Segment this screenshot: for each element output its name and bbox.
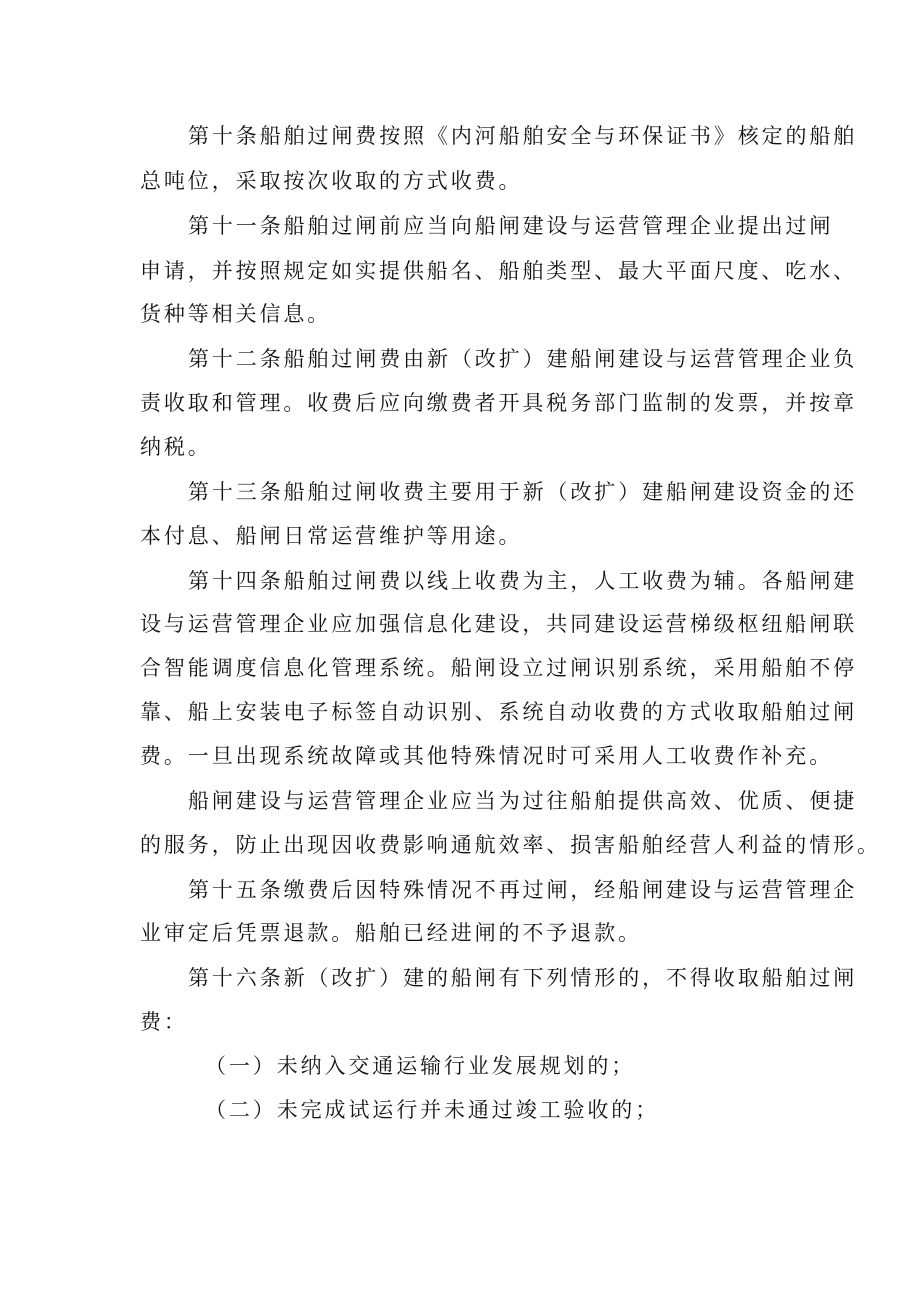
text-line: 船闸建设与运营管理企业应当为过往船舶提供高效、优质、便捷 bbox=[188, 789, 858, 813]
text-line: 本付息、船闸日常运营维护等用途。 bbox=[140, 524, 523, 548]
text-line: 第十三条船舶过闸收费主要用于新（改扩）建船闸建设资金的还 bbox=[188, 480, 858, 504]
text-line: 责收取和管理。收费后应向缴费者开具税务部门监制的发票，并按章 bbox=[140, 391, 857, 415]
text-line: 第十六条新（改扩）建的船闸有下列情形的，不得收取船舶过闸 bbox=[188, 966, 858, 990]
text-line: 第十条船舶过闸费按照《内河船舶安全与环保证书》核定的船舶 bbox=[188, 124, 858, 148]
text-line: 纳税。 bbox=[140, 435, 212, 459]
text-line: （一）未纳入交通运输行业发展规划的； bbox=[205, 1054, 636, 1078]
text-line: 业审定后凭票退款。船舶已经进闸的不予退款。 bbox=[140, 921, 642, 945]
text-line: 第十五条缴费后因特殊情况不再过闸，经船闸建设与运营管理企 bbox=[188, 878, 858, 902]
text-line: 费。一旦出现系统故障或其他特殊情况时可采用人工收费作补充。 bbox=[140, 744, 834, 768]
text-line: 总吨位，采取按次收取的方式收费。 bbox=[140, 169, 523, 193]
text-line: 第十一条船舶过闸前应当向船闸建设与运营管理企业提出过闸 bbox=[188, 214, 834, 238]
text-line: 的服务，防止出现因收费影响通航效率、损害船舶经营人利益的情形。 bbox=[140, 833, 881, 857]
text-line: 设与运营管理企业应加强信息化建设，共同建设运营梯级枢纽船闸联 bbox=[140, 612, 857, 636]
text-line: 第十四条船舶过闸费以线上收费为主，人工收费为辅。各船闸建 bbox=[188, 569, 858, 593]
text-line: 货种等相关信息。 bbox=[140, 302, 332, 326]
text-line: 费： bbox=[140, 1010, 188, 1034]
text-line: （二）未完成试运行并未通过竣工验收的； bbox=[205, 1098, 660, 1122]
text-line: 第十二条船舶过闸费由新（改扩）建船闸建设与运营管理企业负 bbox=[188, 347, 858, 371]
text-line: 申请，并按照规定如实提供船名、船舶类型、最大平面尺度、吃水、 bbox=[140, 259, 857, 283]
text-line: 合智能调度信息化管理系统。船闸设立过闸识别系统，采用船舶不停 bbox=[140, 656, 857, 680]
text-line: 靠、船上安装电子标签自动识别、系统自动收费的方式收取船舶过闸 bbox=[140, 700, 857, 724]
